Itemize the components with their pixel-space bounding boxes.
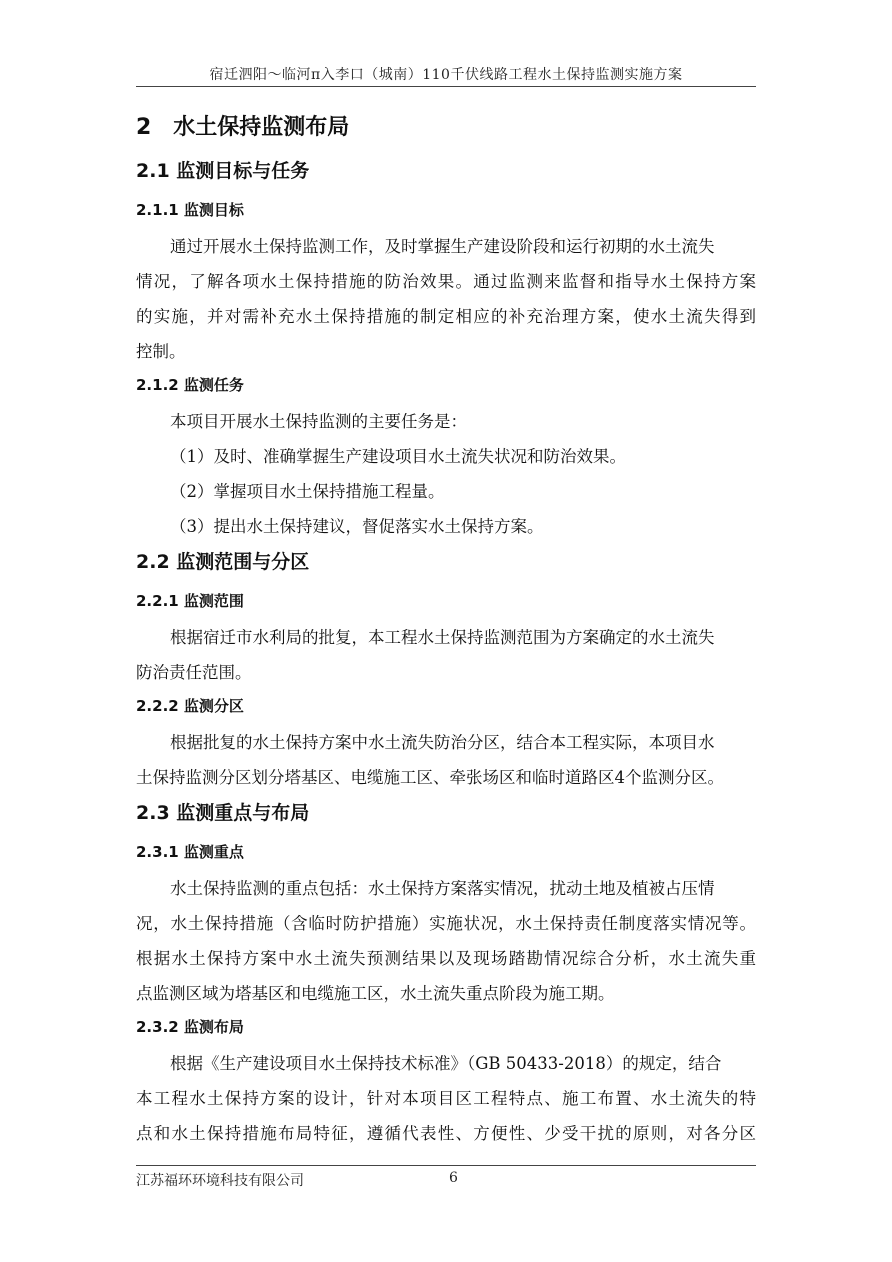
paragraph-line: 根据《生产建设项目水土保持技术标准》（GB 50433-2018）的规定，结合 [170, 1054, 722, 1073]
section-heading-2-3: 2.3 监测重点与布局 [136, 802, 310, 824]
list-item: （3）提出水土保持建议，督促落实水土保持方案。 [170, 517, 544, 536]
subsection-heading-2-1-1: 2.1.1 监测目标 [136, 201, 244, 219]
paragraph-line: 防治责任范围。 [136, 663, 252, 682]
header-divider [136, 86, 756, 87]
paragraph-line: 情况，了解各项水土保持措施的防治效果。通过监测来监督和指导水土保持方案 [136, 272, 756, 291]
subsection-heading-2-2-1: 2.2.1 监测范围 [136, 592, 244, 610]
paragraph-line: 土保持监测分区划分塔基区、电缆施工区、牵张场区和临时道路区4个监测分区。 [136, 768, 724, 787]
paragraph-line: 本项目开展水土保持监测的主要任务是： [170, 412, 467, 431]
paragraph-line: 点监测区域为塔基区和电缆施工区，水土流失重点阶段为施工期。 [136, 984, 615, 1003]
subsection-heading-2-2-2: 2.2.2 监测分区 [136, 697, 244, 715]
list-item: （2）掌握项目水土保持措施工程量。 [170, 482, 445, 501]
footer-company-name: 江苏福环环境科技有限公司 [136, 1173, 304, 1189]
list-item: （1）及时、准确掌握生产建设项目水土流失状况和防治效果。 [170, 447, 626, 466]
paragraph-line: 的实施，并对需补充水土保持措施的制定相应的补充治理方案，使水土流失得到 [136, 307, 756, 326]
subsection-heading-2-3-1: 2.3.1 监测重点 [136, 843, 244, 861]
paragraph-line: 根据宿迁市水利局的批复，本工程水土保持监测范围为方案确定的水土流失 [170, 628, 715, 647]
running-header: 宿迁泗阳～临河π入李口（城南）110千伏线路工程水土保持监测实施方案 [209, 67, 683, 83]
paragraph-line: 根据水土保持方案中水土流失预测结果以及现场踏勘情况综合分析，水土流失重 [136, 949, 756, 968]
section-heading-2-2: 2.2 监测范围与分区 [136, 551, 310, 573]
subsection-heading-2-3-2: 2.3.2 监测布局 [136, 1018, 244, 1036]
paragraph-line: 本工程水土保持方案的设计，针对本项目区工程特点、施工布置、水土流失的特 [136, 1089, 756, 1108]
paragraph-line: 点和水土保持措施布局特征，遵循代表性、方便性、少受干扰的原则，对各分区 [136, 1124, 756, 1143]
paragraph-line: 根据批复的水土保持方案中水土流失防治分区，结合本工程实际，本项目水 [170, 733, 715, 752]
footer-divider [136, 1165, 756, 1166]
paragraph-line: 通过开展水土保持监测工作，及时掌握生产建设阶段和运行初期的水土流失 [170, 237, 715, 256]
paragraph-line: 水土保持监测的重点包括：水土保持方案落实情况，扰动土地及植被占压情 [170, 879, 715, 898]
section-heading-2-1: 2.1 监测目标与任务 [136, 160, 310, 182]
paragraph-line: 况，水土保持措施（含临时防护措施）实施状况，水土保持责任制度落实情况等。 [136, 914, 756, 933]
subsection-heading-2-1-2: 2.1.2 监测任务 [136, 376, 244, 394]
chapter-heading: 2 水土保持监测布局 [136, 115, 350, 140]
paragraph-line: 控制。 [136, 342, 186, 361]
page-number: 6 [449, 1170, 458, 1186]
